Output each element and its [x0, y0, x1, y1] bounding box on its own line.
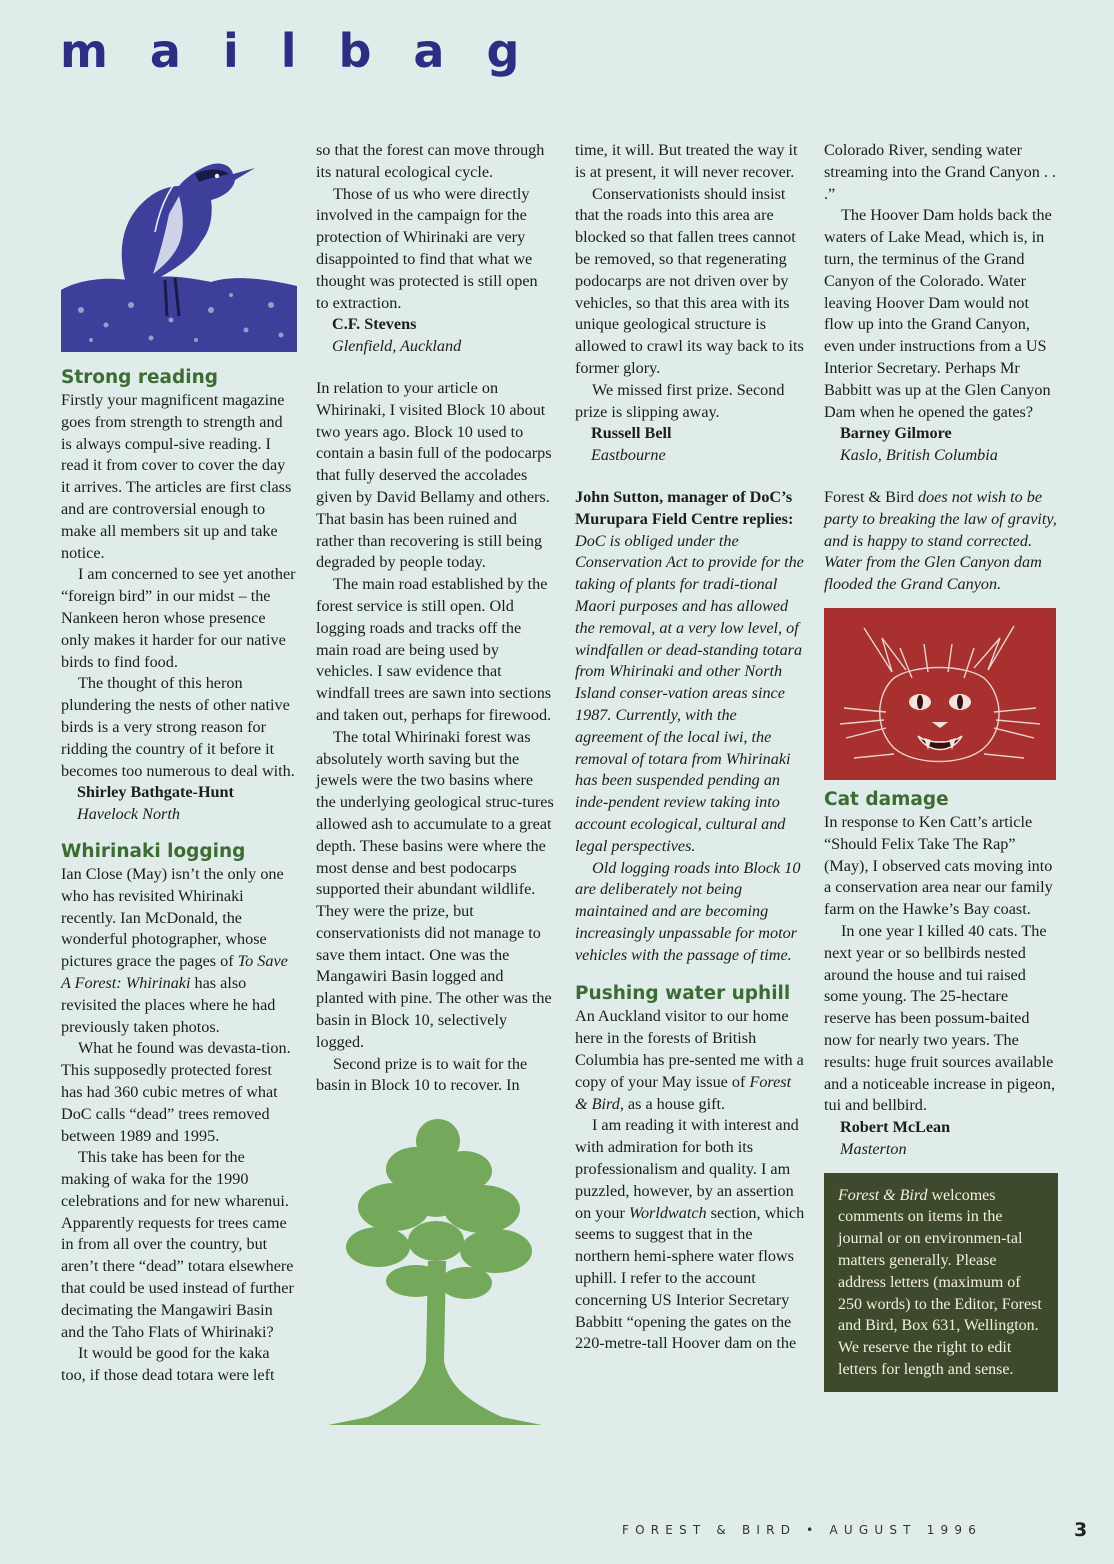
- page-number: 3: [1074, 1519, 1088, 1541]
- letter-paragraph: Second prize is to wait for the basin in Block 10 to recover. In: [316, 1054, 528, 1095]
- letter-signature: Barney Gilmore: [840, 424, 952, 443]
- section-title: Worldwatch: [628, 1203, 707, 1222]
- letter-location: Glenfield, Auckland: [332, 337, 462, 356]
- letter-paragraph: Conservationists should insist that the roads into this area are blocked so that fallen trees cannot be removed, so that regenerating podocarps are not driven over by vehicles, so that this area with its unique geological structure is allowed to crawl its way back to its former glory.: [575, 184, 804, 377]
- letter-paragraph: It would be good for the kaka too, if those dead totara were left: [61, 1344, 275, 1385]
- masthead: mailbag: [60, 24, 562, 78]
- column-1: [61, 140, 297, 1387]
- letter-paragraph: Firstly your magnificent magazine goes from strength to strength and is always compul-sive reading. I read it from cover to cover the day it arrives. The articles are first class and are controversial enough to make all members sit up and take notice.: [61, 391, 292, 562]
- editor-note: Forest & Bird does not wish to be party to breaking the law of gravity, and is happy to stand corrected. Water from the Glen Canyon dam flooded the Grand Canyon.: [824, 487, 1057, 594]
- column-2: [316, 140, 554, 1431]
- magazine-title: Forest & Bird,: [575, 1072, 792, 1113]
- letter-location: Kaslo, British Columbia: [840, 446, 998, 465]
- letter-paragraph: The total Whirinaki forest was absolutely worth saving but the jewels were the two basins where the underlying geological struc-tures allowed ash to accumulate to a great depth. These basins were where the most dense and best podocarps supported their abundant wildlife. They were the prize, but conservationists did not manage to save them intact. One was the Mangawiri Basin logged and planted with pine. The other was the basin in Block 10, selectively logged.: [316, 727, 554, 1051]
- letter-signature: Shirley Bathgate-Hunt: [77, 783, 234, 802]
- letter-paragraph: time, it will. But treated the way it is at present, it will never recover.: [575, 141, 798, 181]
- footer-publication: FOREST & BIRD • AUGUST 1996: [622, 1523, 983, 1537]
- letter-paragraph: What he found was devasta-tion. This supposedly protected forest has had 360 cubic metres of what DoC calls “dead” trees removed between 1989 and 1995.: [61, 1039, 291, 1145]
- letter-paragraph: This take has been for the making of waka for the 1990 celebrations and for new wharenui. Apparently requests for trees came in from all over the country, but aren’t there “dead” totara elsewhere that could be used instead of further decimating the Mangawiri Basin and the Taho Flats of Whirinaki?: [61, 1148, 294, 1341]
- letter-paragraph: The main road established by the forest service is still open. Old logging roads and tracks off the main road are being used by vehicles. I saw evidence that windfall trees are sawn into sections and taken out, perhaps for firewood.: [316, 575, 552, 724]
- column-3: [575, 140, 807, 1355]
- heading-pushing-water-uphill: Pushing water uphill: [575, 983, 791, 1005]
- heading-whirinaki-logging: Whirinaki logging: [61, 840, 246, 862]
- cat-panel: [824, 608, 1056, 780]
- letter-location: Havelock North: [77, 805, 180, 824]
- tree-illustration: [316, 1111, 554, 1431]
- letter-paragraph: Colorado River, sending water streaming into the Grand Canyon . . .”: [824, 141, 1056, 203]
- letter-paragraph: The Hoover Dam holds back the waters of Lake Mead, which is, in turn, the terminus of the Grand Canyon of the Colorado. Water leaving Hoover Dam would not flow up into the Grand Canyon, even under instructions from a US Interior Secretary. Perhaps Mr Babbitt was up at the Glen Canyon Dam when he opened the gates?: [824, 206, 1052, 421]
- reply-heading: John Sutton, manager of DoC’s Murupara Field Centre replies:: [575, 487, 794, 528]
- letter-signature: Robert McLean: [840, 1118, 951, 1137]
- letter-paragraph: In relation to your article on Whirinaki, I visited Block 10 about two years ago. Block 10 used to contain a basin full of the podocarps that fully deserved the accolades given by David Bellamy and others. That basin has been ruined and rather than recovering is still being degraded by people today.: [316, 378, 552, 572]
- reply-paragraph: DoC is obliged under the Conservation Act to provide for the taking of plants for tradi-tional Maori purposes and has allowed the removal, at a very low level, of windfallen or dead-standing totara from Whirinaki and other North Island conser-vation areas since 1987. Currently, with the agreement of the local iwi, the removal of totara from Whirinaki has been suspended pending an inde-pendent review taking into account ecological, cultural and legal perspectives.: [575, 531, 804, 855]
- letter-paragraph: In one year I killed 40 cats. The next year or so bellbirds nested around the house and tui raised some young. The 25-hectare reserve has been possum-baited now for nearly two years. The results: huge fruit sources available and a noticeable increase in pigeon, tui and bellbird.: [824, 921, 1056, 1115]
- letter-paragraph: In response to Ken Catt’s article “Should Felix Take The Rap” (May), I observed cats moving into a conservation area near our family farm on the Hawke’s Bay coast.: [824, 812, 1053, 919]
- heading-strong-reading: Strong reading: [61, 367, 219, 388]
- heron-illustration: [61, 140, 297, 352]
- letter-location: Masterton: [840, 1139, 907, 1158]
- book-title: To Save A Forest: Whirinaki: [61, 952, 288, 992]
- column-4: [824, 140, 1058, 1392]
- letter-paragraph: Those of us who were directly involved in the campaign for the protection of Whirinaki are very disappointed to find that what we thought was protected is still open to extraction.: [316, 184, 538, 312]
- letter-paragraph: I am reading it with interest and with admiration for both its professionalism and quality. I am puzzled, however, by an assertion on your Worldwatch section, which seems to suggest that in the northern hemi-sphere water flows uphill. I refer to the account concerning US Interior Secretary Babbitt “opening the gates on the 220-metre-tall Hoover dam on the: [575, 1116, 805, 1353]
- letter-paragraph: Ian Close (May) isn’t the only one who has revisited Whirinaki recently. Ian McDonald, the wonderful photographer, whose pictures grace the pages of To Save A Forest: Whirinaki has also revisited the places where he had previously taken photos.: [61, 864, 288, 1036]
- heading-cat-damage: Cat damage: [824, 788, 949, 810]
- letter-paragraph: I am concerned to see yet another “foreign bird” in our midst – the Nankeen heron whose presence only makes it harder for our native birds to find food.: [61, 565, 296, 671]
- letters-note-box: Forest & Bird welcomes comments on items in the journal or on environmen-tal matters generally. Please address letters (maximum of 250 words) to the Editor, Forest and Bird, Box 631, Wellington. We reserve the right to edit letters for length and sense.: [824, 1173, 1058, 1392]
- cat-illustration: [824, 608, 1056, 780]
- letter-location: Eastbourne: [591, 446, 666, 465]
- letter-signature: C.F. Stevens: [332, 315, 417, 334]
- letter-paragraph: so that the forest can move through its natural ecological cycle.: [316, 141, 545, 181]
- letter-paragraph: The thought of this heron plundering the nests of other native birds is a very strong reason for ridding the country of it before it becomes too numerous to deal with.: [61, 674, 295, 780]
- reply-paragraph: Old logging roads into Block 10 are deliberately not being maintained and are becoming increasingly unpassable for motor vehicles with the passage of time.: [575, 858, 801, 964]
- letter-paragraph: We missed first prize. Second prize is slipping away.: [575, 380, 785, 421]
- letter-signature: Russell Bell: [591, 424, 672, 443]
- letter-paragraph: An Auckland visitor to our home here in the forests of British Columbia has pre-sented me with a copy of your May issue of Forest & Bird, as a house gift.: [575, 1007, 804, 1113]
